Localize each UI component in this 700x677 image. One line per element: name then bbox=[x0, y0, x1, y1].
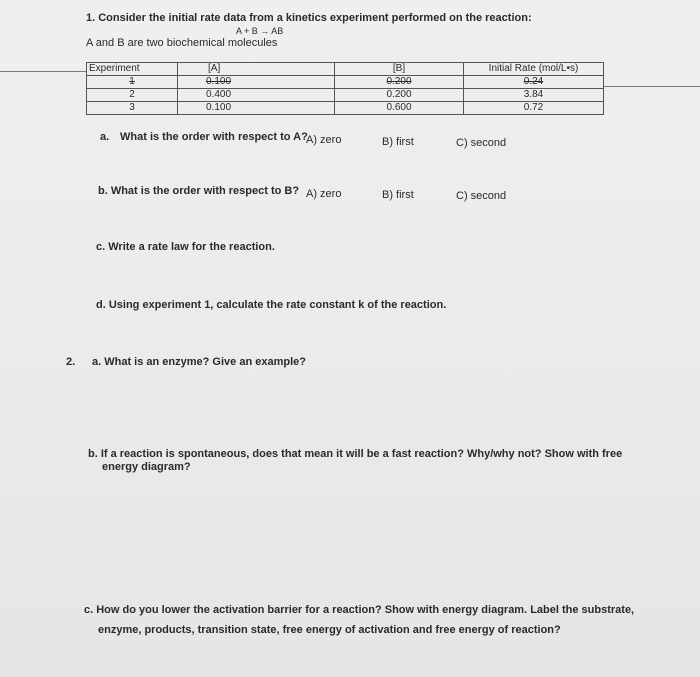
cell-rate: 0.72 bbox=[464, 102, 604, 115]
cell-rate: 0.24 bbox=[464, 76, 604, 89]
q2c-question-line2: enzyme, products, transition state, free energy of activation and free energy of reaction? bbox=[98, 624, 561, 636]
reaction-equation: A + B → AB bbox=[236, 26, 284, 36]
q1-title: 1. Consider the initial rate data from a kinetics experiment performed on the reaction: bbox=[86, 12, 532, 24]
cell-a: 0.400 bbox=[178, 89, 335, 102]
q1a-option-a: A) zero bbox=[306, 134, 342, 146]
cell-experiment: 1 bbox=[87, 76, 178, 89]
header-b: [B] bbox=[335, 63, 464, 76]
page-crease-left bbox=[0, 71, 86, 72]
table-row bbox=[87, 76, 604, 89]
q1d-question: d. Using experiment 1, calculate the rate constant k of the reaction. bbox=[96, 299, 447, 311]
q1a-question: What is the order with respect to A? bbox=[120, 131, 308, 143]
q2c-question-line1: c. How do you lower the activation barrier for a reaction? Show with energy diagram. Label the substrate, bbox=[84, 604, 635, 616]
header-experiment: Experiment bbox=[87, 63, 178, 76]
cell-b: 0.600 bbox=[335, 102, 464, 115]
cell-rate: 3.84 bbox=[464, 89, 604, 102]
q1a-option-b: B) first bbox=[382, 136, 414, 148]
rate-data-table bbox=[86, 62, 604, 115]
table-row bbox=[87, 102, 604, 115]
q2-number: 2. bbox=[66, 356, 76, 368]
q1b-option-b: B) first bbox=[382, 189, 414, 201]
cell-experiment: 2 bbox=[87, 89, 178, 102]
header-a: [A] bbox=[178, 63, 335, 76]
q1-note: A and B are two biochemical molecules bbox=[86, 37, 278, 49]
q1a-option-c: C) second bbox=[456, 137, 507, 149]
q2b-question-line1: b. If a reaction is spontaneous, does that mean it will be a fast reaction? Why/why not? Show with free bbox=[88, 448, 623, 460]
cell-b: 0.200 bbox=[335, 89, 464, 102]
q1b-question: b. What is the order with respect to B? bbox=[98, 185, 300, 197]
cell-a: 0.100 bbox=[178, 76, 335, 89]
q1b-option-a: A) zero bbox=[306, 188, 342, 200]
table-header-row bbox=[87, 63, 604, 76]
q2a-question: a. What is an enzyme? Give an example? bbox=[92, 356, 306, 368]
q1b-option-c: C) second bbox=[456, 190, 507, 202]
q1c-question: c. Write a rate law for the reaction. bbox=[96, 241, 275, 253]
page-crease-right bbox=[604, 86, 700, 87]
q1a-label: a. bbox=[100, 131, 110, 143]
q2b-question-line2: energy diagram? bbox=[102, 461, 191, 473]
header-rate: Initial Rate (mol/L•s) bbox=[464, 63, 604, 76]
cell-a: 0.100 bbox=[178, 102, 335, 115]
table-row bbox=[87, 89, 604, 102]
cell-b: 0.200 bbox=[335, 76, 464, 89]
cell-experiment: 3 bbox=[87, 102, 178, 115]
